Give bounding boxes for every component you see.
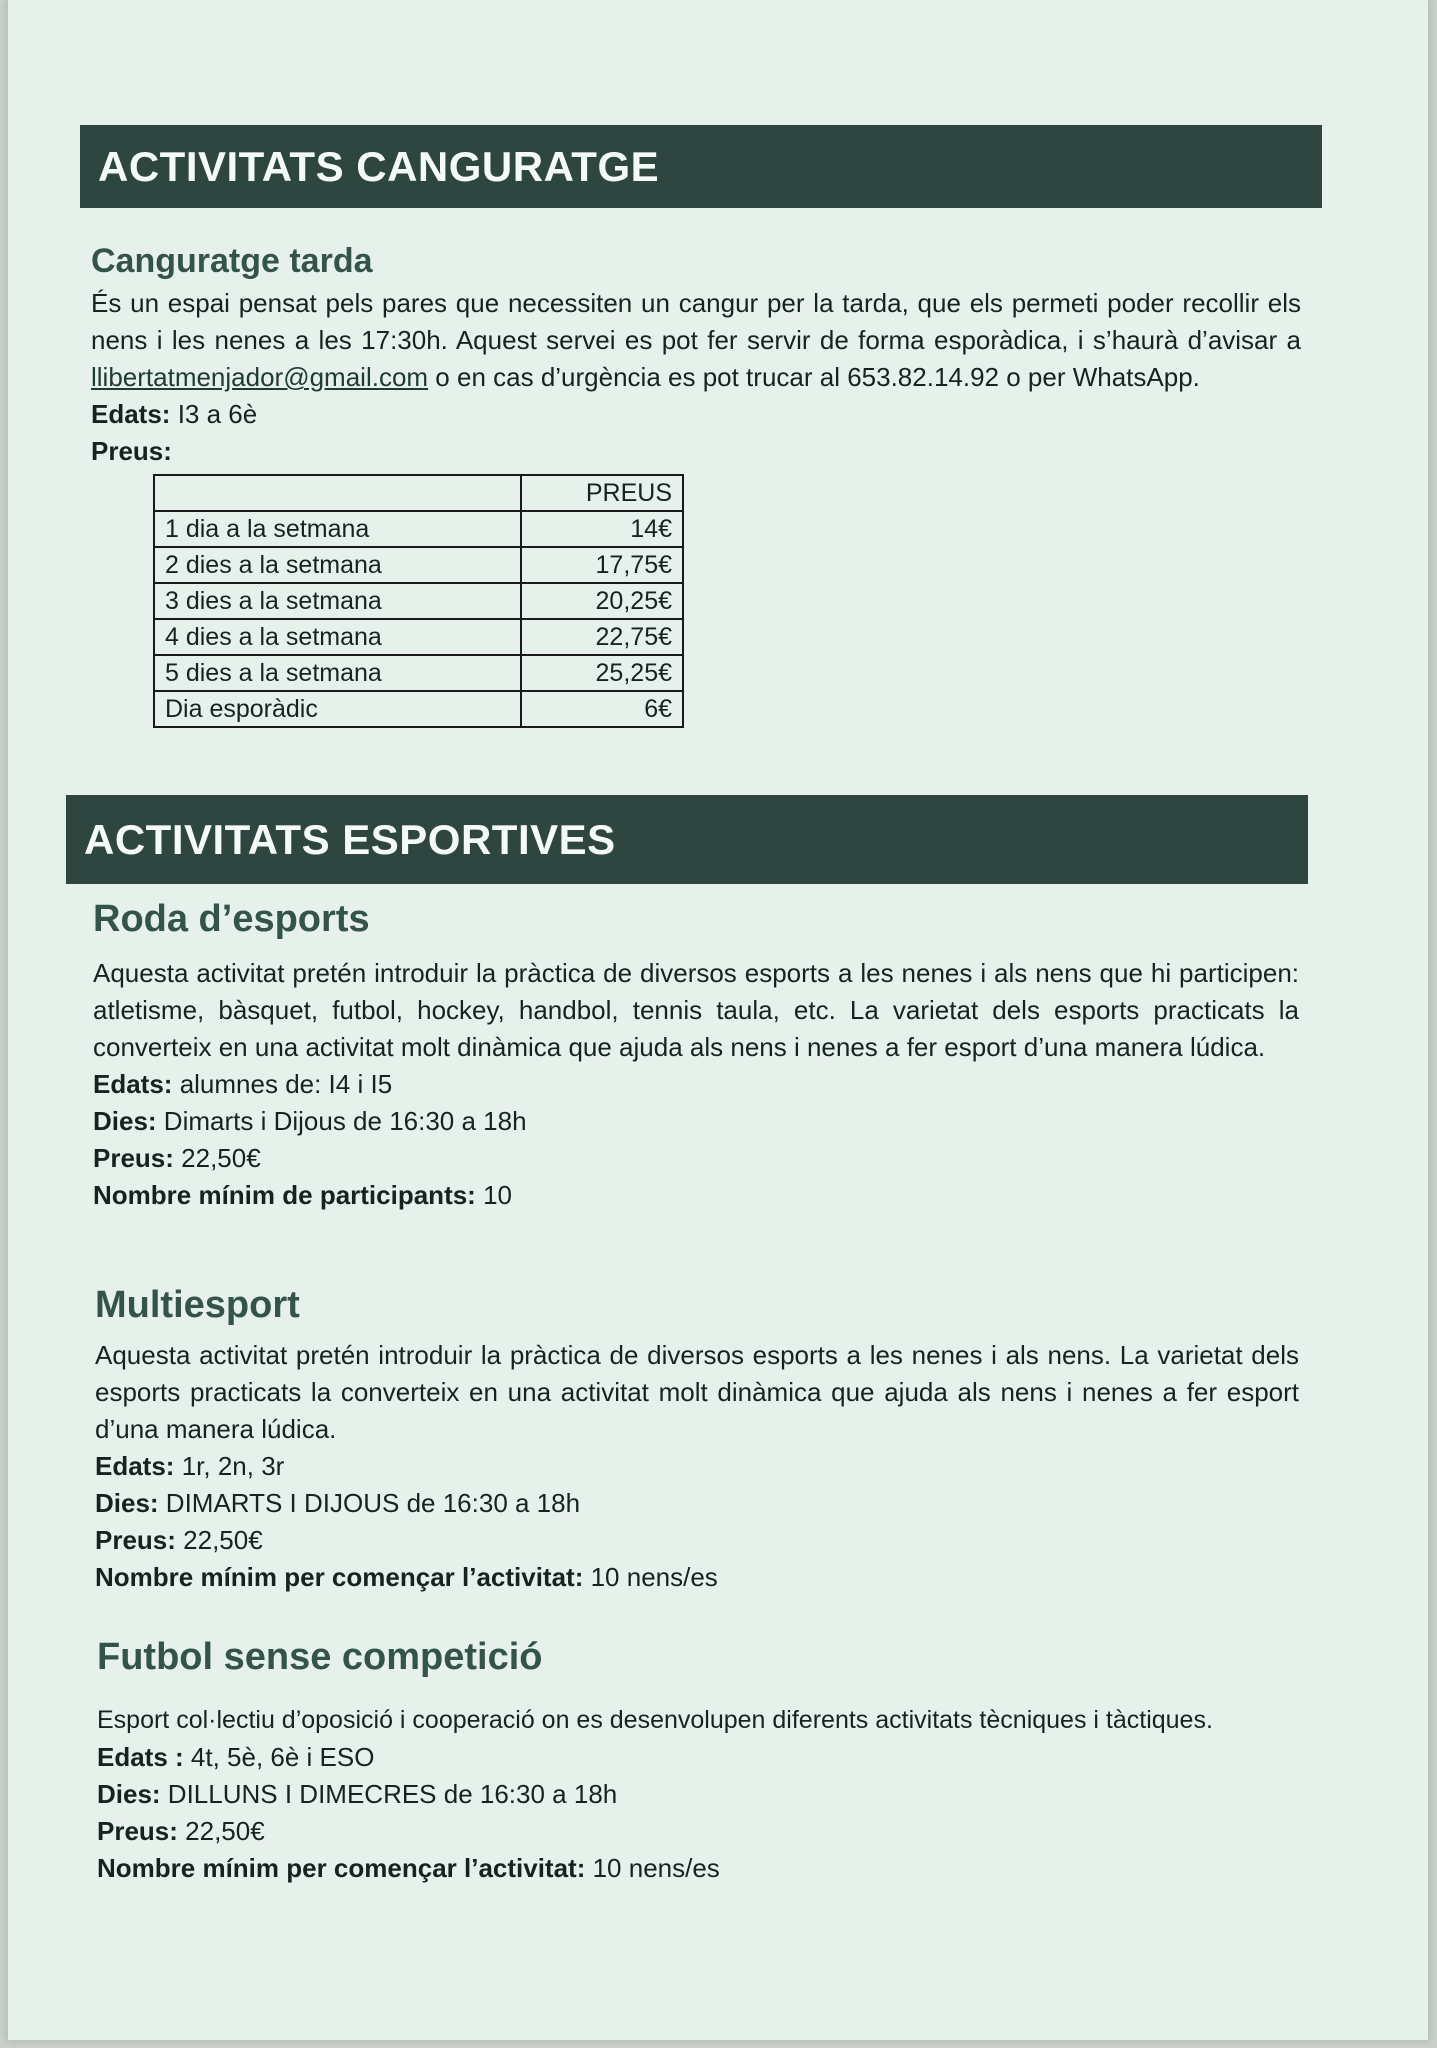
table-cell: 14€ <box>521 511 683 547</box>
dies-label: Dies: <box>93 1106 157 1136</box>
preus-line <box>95 1522 1299 1559</box>
preus-line <box>93 1140 1299 1177</box>
section-header-esportives: ACTIVITATS ESPORTIVES <box>66 795 1308 884</box>
dies-value: DILLUNS I DIMECRES de 16:30 a 18h <box>160 1779 618 1809</box>
preus-line <box>97 1813 1327 1850</box>
table-row <box>154 547 683 583</box>
activity-title: Multiesport <box>95 1284 300 1326</box>
min-label: Nombre mínim de participants: <box>93 1180 476 1210</box>
email-link[interactable]: llibertatmenjador@gmail.com <box>91 362 429 392</box>
activity-description: Esport col·lectiu d’oposició i cooperació on es desenvolupen diferents activitats tècniques i tàctiques. <box>97 1706 1213 1734</box>
min-line <box>95 1559 1299 1596</box>
edats-line <box>93 1066 1299 1103</box>
table-header: PREUS <box>521 475 683 511</box>
dies-label: Dies: <box>95 1488 159 1518</box>
activity-title: Roda d’esports <box>93 898 370 940</box>
desc-text: o en cas d’urgència es pot trucar al 653.82.14.92 o per WhatsApp. <box>428 362 1200 392</box>
canguratge-description <box>91 285 1301 470</box>
edats-line <box>97 1739 1327 1776</box>
edats-label: Edats: <box>95 1451 175 1481</box>
table-cell: 17,75€ <box>521 547 683 583</box>
preus-label: Preus: <box>95 1525 176 1555</box>
dies-value: Dimarts i Dijous de 16:30 a 18h <box>156 1106 527 1136</box>
table-row <box>154 511 683 547</box>
edats-line <box>95 1448 1299 1485</box>
min-label: Nombre mínim per començar l’activitat: <box>95 1562 584 1592</box>
table-cell: 4 dies a la setmana <box>154 619 521 655</box>
prices-table <box>153 474 684 728</box>
preus-value: 22,50€ <box>175 1525 263 1555</box>
canguratge-title: Canguratge tarda <box>91 242 373 280</box>
edats-label: Edats: <box>93 1069 173 1099</box>
edats-value: 4t, 5è, 6è i ESO <box>183 1742 375 1772</box>
min-line <box>97 1850 1327 1887</box>
activity-description: Aquesta activitat pretén introduir la pràctica de diversos esports a les nenes i als nens que hi participen: atletisme, bàsquet, futbol, hockey, handbol, tennis taula, etc. La varietat dels esports practicats la converteix en una activitat molt dinàmica que ajuda als nens i nenes a fer esport d’una manera lúdica. <box>93 958 1299 1062</box>
min-line <box>93 1177 1299 1214</box>
table-cell: 1 dia a la setmana <box>154 511 521 547</box>
table-cell: 20,25€ <box>521 583 683 619</box>
table-cell <box>154 475 521 511</box>
table-row <box>154 619 683 655</box>
dies-line <box>93 1103 1299 1140</box>
preus-value: 22,50€ <box>177 1816 265 1846</box>
edats-line <box>91 396 1301 433</box>
table-cell: 6€ <box>521 691 683 727</box>
activity-multiesport <box>95 1337 1299 1596</box>
dies-label: Dies: <box>97 1779 161 1809</box>
activity-futbol <box>97 1702 1327 1887</box>
activity-title: Futbol sense competició <box>97 1636 543 1678</box>
table-cell: 22,75€ <box>521 619 683 655</box>
dies-line <box>95 1485 1299 1522</box>
section-header-canguratge: ACTIVITATS CANGURATGE <box>80 125 1322 208</box>
dies-value: DIMARTS I DIJOUS de 16:30 a 18h <box>158 1488 581 1518</box>
table-row <box>154 583 683 619</box>
min-value: 10 nens/es <box>585 1853 720 1883</box>
edats-label: Edats : <box>97 1742 184 1772</box>
dies-line <box>97 1776 1327 1813</box>
min-value: 10 nens/es <box>583 1562 718 1592</box>
activity-roda-esports <box>93 955 1299 1214</box>
preus-label: Preus: <box>93 1143 174 1173</box>
preus-line <box>91 433 1301 470</box>
table-row <box>154 691 683 727</box>
table-cell: Dia esporàdic <box>154 691 521 727</box>
preus-label: Preus: <box>91 436 172 466</box>
min-value: 10 <box>475 1180 512 1210</box>
table-row <box>154 655 683 691</box>
edats-value: alumnes de: I4 i I5 <box>172 1069 393 1099</box>
desc-text: És un espai pensat pels pares que necessiten un cangur per la tarda, que els permeti poder recollir els nens i les nenes a les 17:30h. Aquest servei es pot fer servir de forma esporàdica, i s’haurà d’avisar a <box>91 288 1301 355</box>
table-cell: 3 dies a la setmana <box>154 583 521 619</box>
table-cell: 25,25€ <box>521 655 683 691</box>
table-cell: 5 dies a la setmana <box>154 655 521 691</box>
edats-value: 1r, 2n, 3r <box>174 1451 285 1481</box>
preus-value: 22,50€ <box>173 1143 261 1173</box>
min-label: Nombre mínim per començar l’activitat: <box>97 1853 586 1883</box>
edats-value: I3 a 6è <box>170 399 258 429</box>
table-header-row <box>154 475 683 511</box>
table-cell: 2 dies a la setmana <box>154 547 521 583</box>
activity-description: Aquesta activitat pretén introduir la pràctica de diversos esports a les nenes i als nens. La varietat dels esports practicats la converteix en una activitat molt dinàmica que ajuda als nens i nenes a fer esport d’una manera lúdica. <box>95 1340 1299 1444</box>
preus-label: Preus: <box>97 1816 178 1846</box>
edats-label: Edats: <box>91 399 171 429</box>
